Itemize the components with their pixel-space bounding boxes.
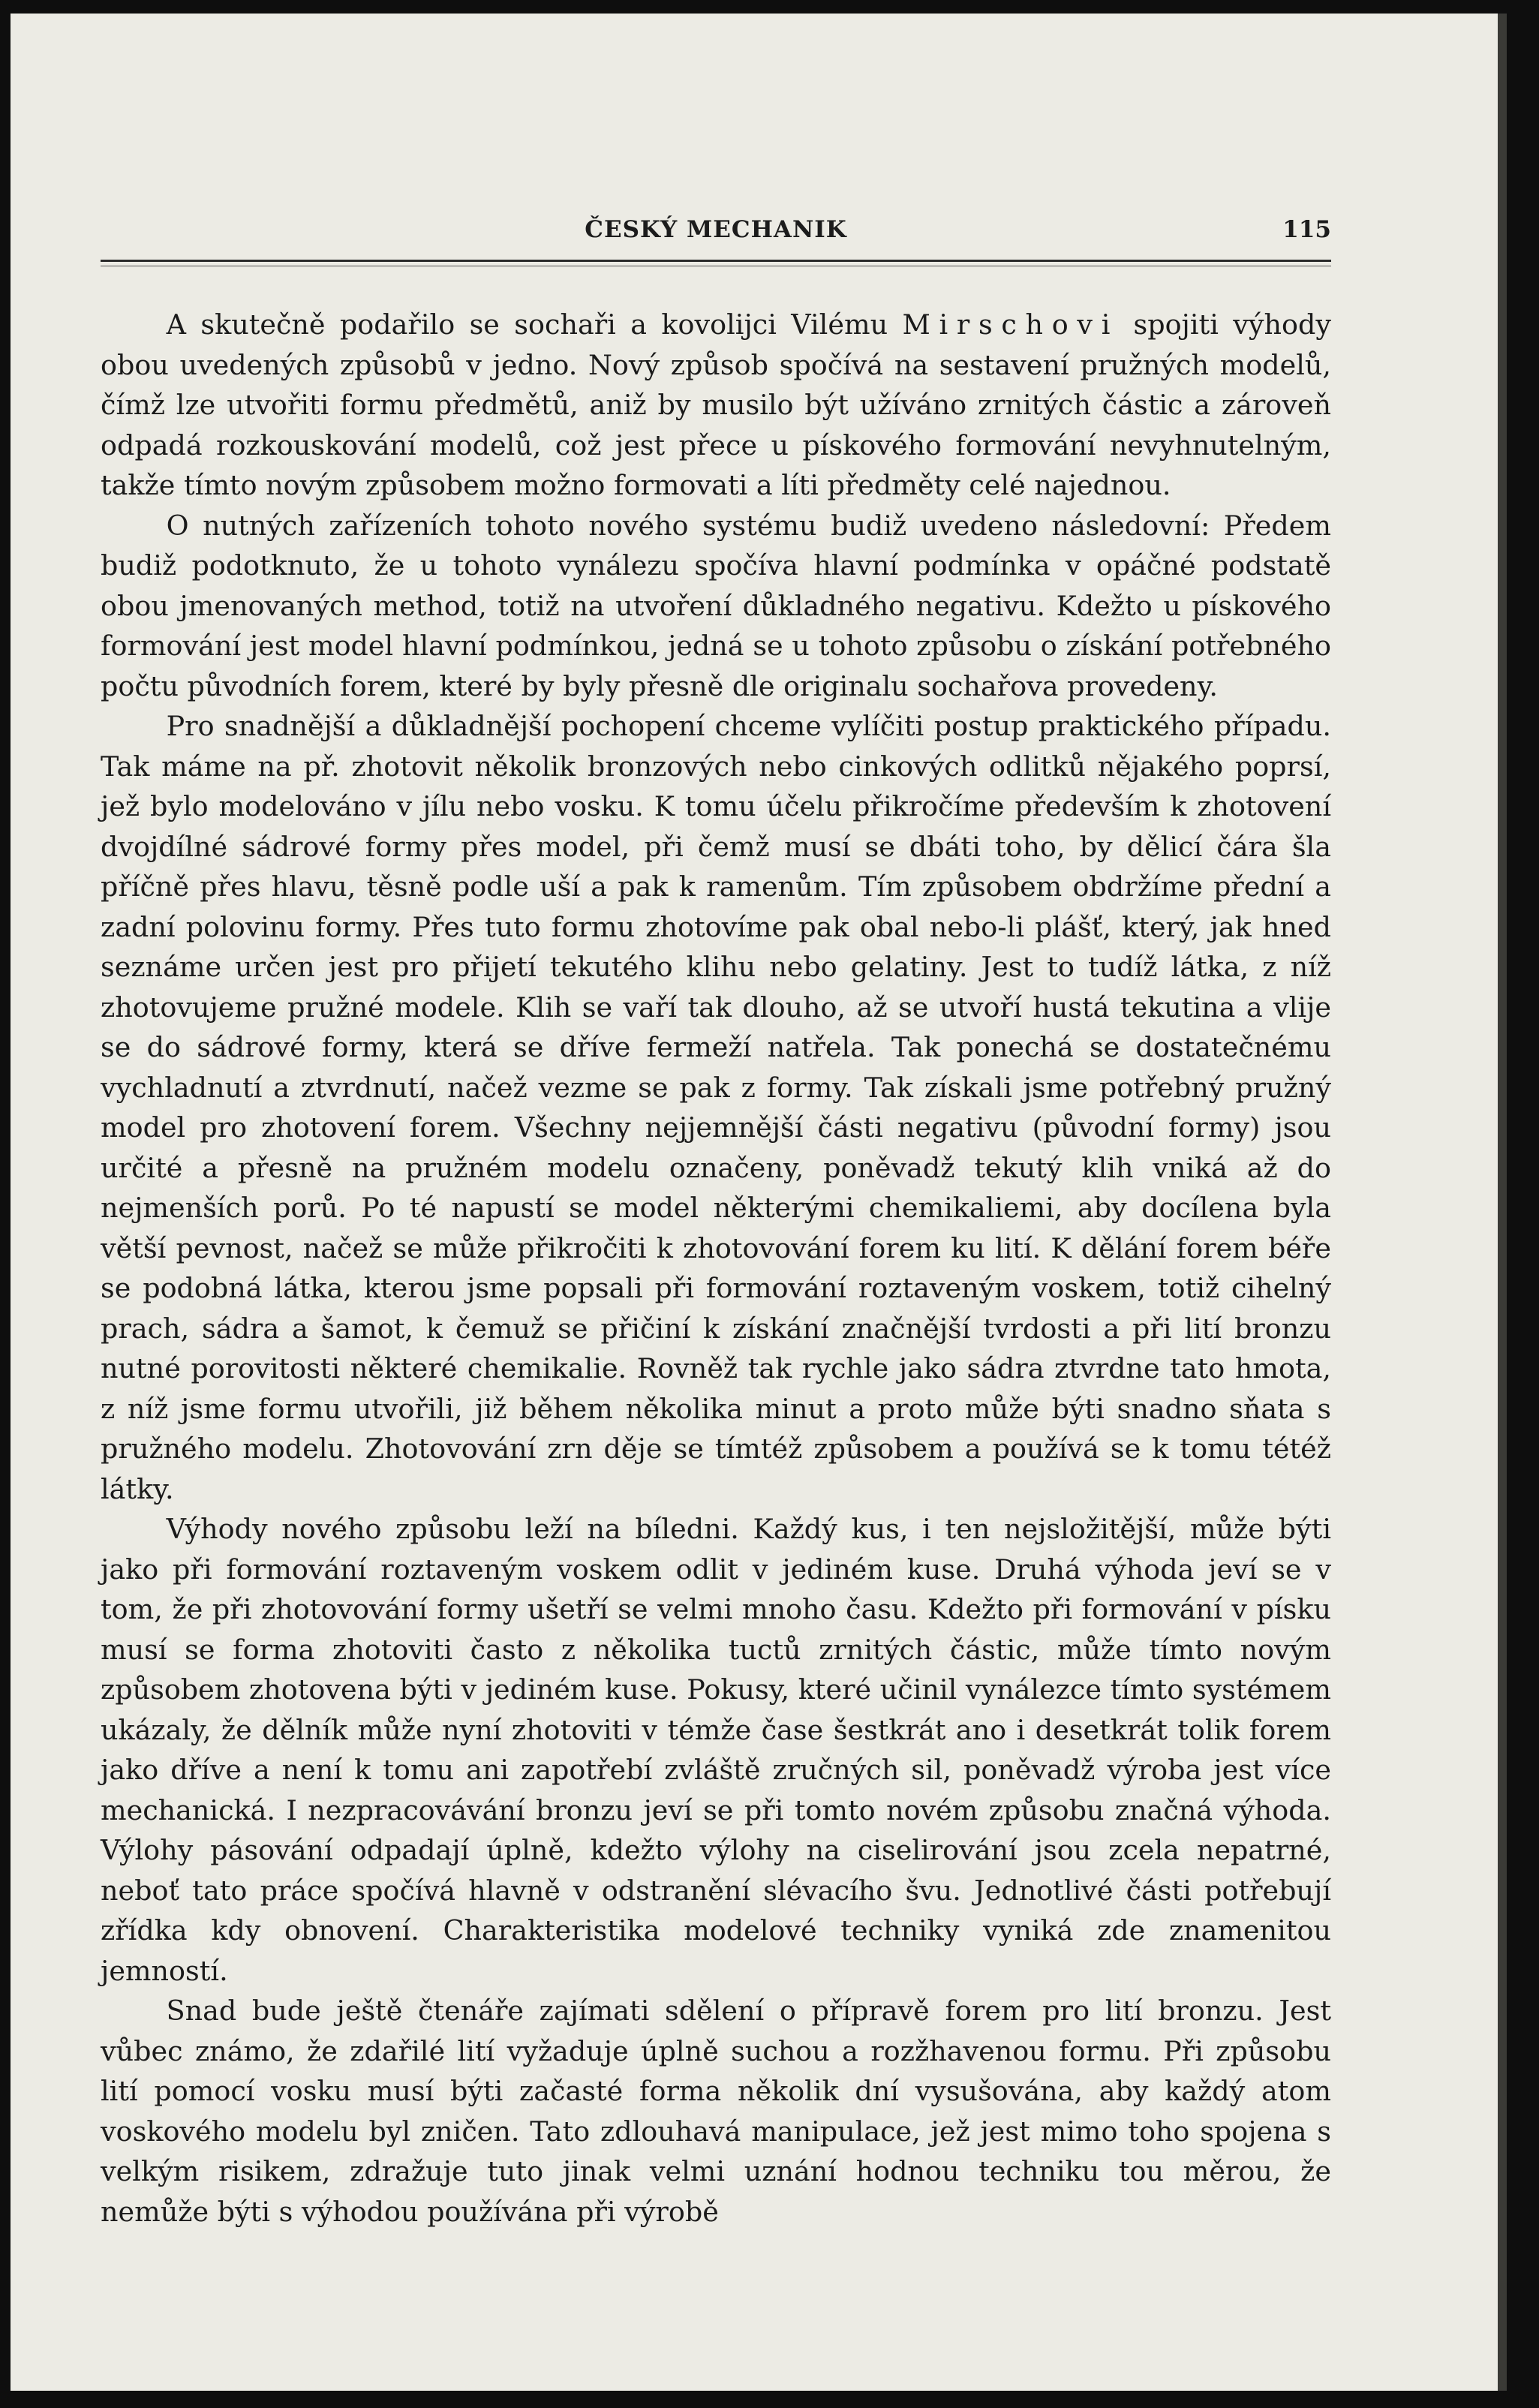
paragraph-2: O nutných zařízeních tohoto nového systému budiž uvedeno následovní: Předem budiž podotknuto, že u tohoto vynálezu spočíva hlavní podmínka v opáčné podstatě obou jmenovaných method, totiž na utvoření důkladného negativu. Kdežto u pískového formování jest model hlavní podmínkou, jedná se u tohoto způsobu o získání potřebného počtu původních forem, které by byly přesně dle originalu sochařova provedeny. <box>101 509 1331 702</box>
paragraph-1-lead: A skutečně podařilo se sochaři a kovolijci Vilému <box>166 308 903 341</box>
inventor-name: Mirschovi <box>902 308 1120 341</box>
book-spine-edge <box>1498 14 1507 2391</box>
book-page <box>11 14 1507 2391</box>
paragraph-5: Snad bude ještě čtenáře zajímati sdělení o přípravě forem pro lití bronzu. Jest vůbec známo, že zdařilé lití vyžaduje úplně suchou a rozžhavenou formu. Při způsobu lití pomocí vosku musí býti začasté forma několik dní vysušována, aby každý atom voskového modelu byl zničen. Tato zdlouhavá manipulace, jež jest mimo toho spojena s velkým risikem, zdražuje tuto jinak velmi uznání hodnou techniku tou měrou, že nemůže býti s výhodou používána při výrobě <box>101 1995 1331 2228</box>
paragraph-1 <box>101 305 1331 506</box>
paragraph-3: Pro snadnější a důkladnější pochopení chceme vylíčiti postup praktického případu. Tak máme na př. zhotovit několik bronzových nebo cinkových odlitků nějakého poprsí, jež bylo modelováno v jílu nebo vosku. K tomu účelu přikročíme především k zhotovení dvojdílné sádrové formy přes model, při čemž musí se dbáti toho, by dělicí čára šla příčně přes hlavu, těsně podle uší a pak k ramenům. Tím způsobem obdržíme přední a zadní polovinu formy. Přes tuto formu zhotovíme pak obal nebo-li plášť, který, jak hned seznáme určen jest pro přijetí tekutého klihu nebo gelatiny. Jest to tudíž látka, z níž zhotovujeme pružné modele. Klih se vaří tak dlouho, až se utvoří hustá tekutina a vlije se do sádrové formy, která se dříve fermeží natřela. Tak ponechá se dostatečnému vychladnutí a ztvrdnutí, načež vezme se pak z formy. Tak získali jsme potřebný pružný model pro zhotovení forem. Všechny nejjemnější části negativu (původní formy) jsou určité a přesně na pružném modelu označeny, poněvadž tekutý klih vniká až do nejmenších porů. Po té napustí se model některými chemikaliemi, aby docílena byla větší pevnost, načež se může přikročiti k zhotovování forem ku lití. K dělání forem béře se podobná látka, kterou jsme popsali při formování roztaveným voskem, totiž cihelný prach, sádra a šamot, k čemuž se přičiní k získání značnější tvrdosti a při lití bronzu nutné porovitosti některé chemikalie. Rovněž tak rychle jako sádra ztvrdne tato hmota, z níž jsme formu utvořili, již během několika minut a proto může býti snadno sňata s pružného modelu. Zhotovování zrn děje se tímtéž způsobem a používá se k tomu tétéž látky. <box>101 710 1331 1505</box>
header-rule <box>101 260 1331 262</box>
journal-title: ČESKÝ MECHANIK <box>585 216 847 243</box>
page-number: 115 <box>1282 216 1331 243</box>
paragraph-4: Výhody nového způsobu leží na bíledni. Každý kus, i ten nejsložitější, může býti jako při formování roztaveným voskem odlit v jediném kuse. Druhá výhoda jeví se v tom, že při zhotovování formy ušetří se velmi mnoho času. Kdežto při formování v písku musí se forma zhotoviti často z několika tuctů zrnitých částic, může tímto novým způsobem zhotovena býti v jediném kuse. Pokusy, které učinil vynálezce tímto systémem ukázaly, že dělník může nyní zhotoviti v témže čase šestkrát ano i desetkrát tolik forem jako dříve a není k tomu ani zapotřebí zvláště zručných sil, poněvadž výroba jest více mechanická. I nezpracovávání bronzu jeví se při tomto novém způsobu značná výhoda. Výlohy pásování odpadají úplně, kdežto výlohy na ciselirování jsou zcela nepatrné, neboť tato práce spočívá hlavně v odstranění slévacího švu. Jednotlivé části potřebují zřídka kdy obnovení. Charakteristika modelové techniky vyniká zde znamenitou jemností. <box>101 1513 1331 1987</box>
article-body <box>101 305 1331 2232</box>
paragraph-1-rest: spojiti výhody obou uvedených způsobů v jedno. Nový způsob spočívá na sestavení pružných modelů, čímž lze utvořiti formu předmětů, aniž by musilo být užíváno zrnitých částic a zároveň odpadá rozkouskování modelů, což jest přece u pískového formování nevyhnutelným, takže tímto novým způsobem možno formovati a líti předměty celé najednou. <box>101 308 1331 501</box>
running-header <box>101 216 1331 246</box>
